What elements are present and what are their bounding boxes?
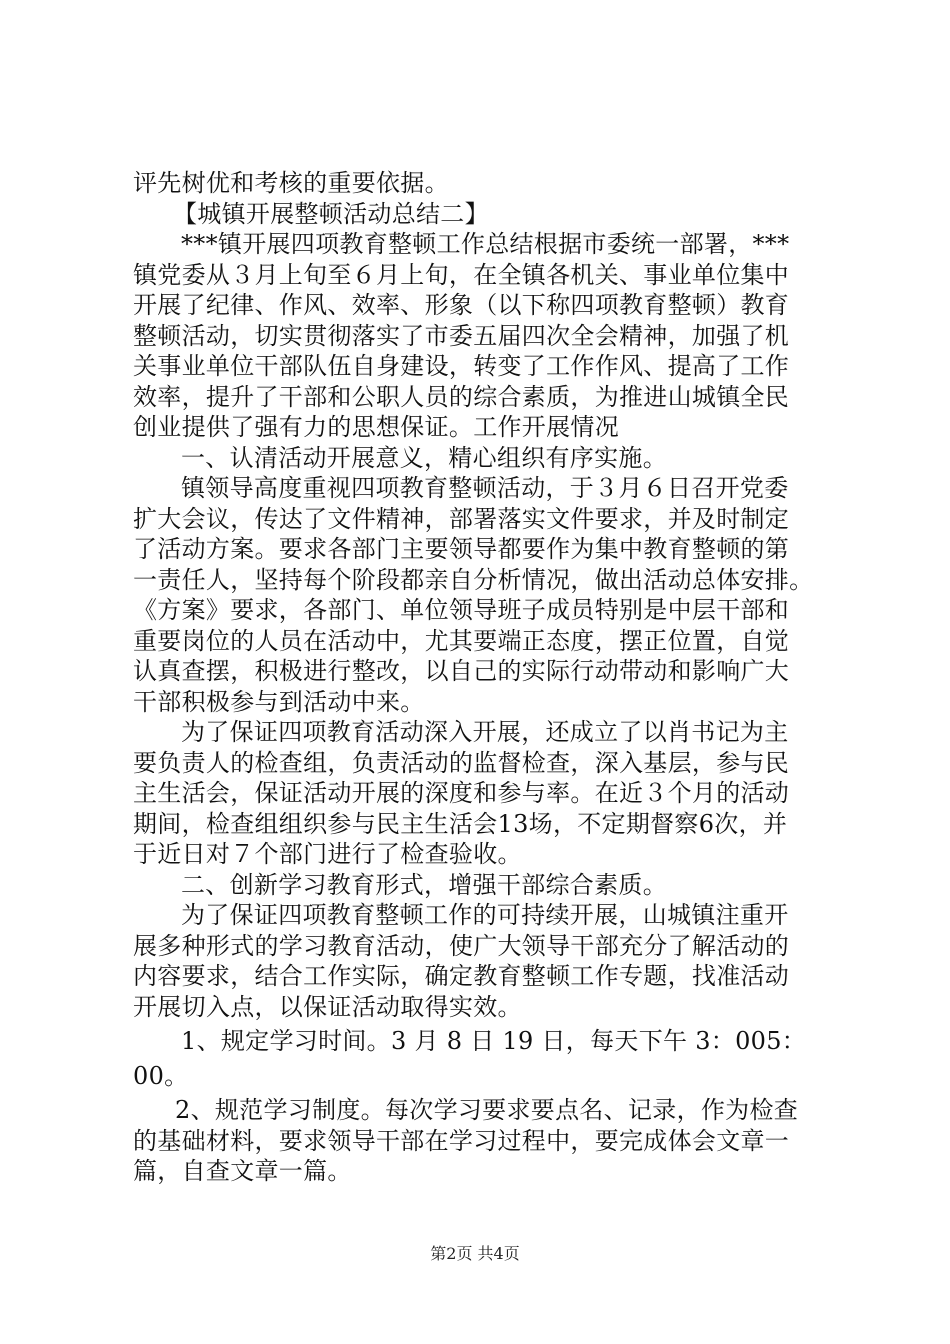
text-line: 重要岗位的人员在活动中，尤其要端正态度，摆正位置，自觉 <box>133 626 790 655</box>
text-line: 评先树优和考核的重要依据。 <box>133 169 449 197</box>
text-line: 期间，检查组组织参与民主生活会13场，不定期督察6次，并 <box>133 809 788 838</box>
subheading: 二、创新学习教育形式，增强干部综合素质。 <box>181 870 667 899</box>
text-line: 干部积极参与到活动中来。 <box>133 687 425 716</box>
text-line: 展多种形式的学习教育活动，使广大领导干部充分了解活动的 <box>133 931 790 960</box>
text-line: 镇党委从３月上旬至６月上旬，在全镇各机关、事业单位集中 <box>133 260 790 289</box>
text-line: 篇，自查文章一篇。 <box>133 1157 352 1185</box>
text-line: 效率，提升了干部和公职人员的综合素质，为推进山城镇全民 <box>133 382 790 411</box>
text-line: 《方案》要求，各部门、单位领导班子成员特别是中层干部和 <box>133 596 790 624</box>
text-line: 创业提供了强有力的思想保证。工作开展情况 <box>133 413 619 441</box>
text-line: 开展了纪律、作风、效率、形象（以下称四项教育整顿）教育 <box>133 291 790 319</box>
text-line: 主生活会，保证活动开展的深度和参与率。在近３个月的活动 <box>133 779 790 807</box>
text-line: 为了保证四项教育活动深入开展，还成立了以肖书记为主 <box>181 718 789 746</box>
text-line: 整顿活动，切实贯彻落实了市委五届四次全会精神，加强了机 <box>133 321 790 350</box>
text-line: 一责任人，坚持每个阶段都亲自分析情况，做出活动总体安排。 <box>133 565 814 594</box>
subheading: 一、认清活动开展意义，精心组织有序实施。 <box>181 443 667 472</box>
page-number: 第2页 共4页 <box>430 1244 520 1263</box>
section-heading: 【城镇开展整顿活动总结二】 <box>173 199 489 228</box>
text-line: 为了保证四项教育整顿工作的可持续开展，山城镇注重开 <box>181 901 789 929</box>
text-line: 了活动方案。要求各部门主要领导都要作为集中教育整顿的第 <box>133 535 790 563</box>
text-line: 内容要求，结合工作实际，确定教育整顿工作专题，找准活动 <box>133 962 790 990</box>
text-line: 00。 <box>133 1061 189 1090</box>
text-line: 认真查摆，积极进行整改，以自己的实际行动带动和影响广大 <box>133 657 790 685</box>
text-line: 关事业单位干部队伍自身建设，转变了工作作风、提高了工作 <box>133 352 790 380</box>
text-line: 于近日对７个部门进行了检查验收。 <box>133 840 522 868</box>
document-body <box>133 168 833 1187</box>
text-line: 的基础材料，要求领导干部在学习过程中，要完成体会文章一 <box>133 1126 790 1155</box>
text-line: ***镇开展四项教育整顿工作总结根据市委统一部署，*** <box>181 230 790 258</box>
list-item: 2、规范学习制度。每次学习要求要点名、记录，作为检查 <box>175 1096 799 1124</box>
text-line: 要负责人的检查组，负责活动的监督检查，深入基层，参与民 <box>133 748 790 777</box>
text-line: 镇领导高度重视四项教育整顿活动，于３月６日召开党委 <box>181 474 789 502</box>
list-item: 1、规定学习时间。3 月 8 日 19 日，每天下午 3：005： <box>181 1027 807 1055</box>
text-line: 扩大会议，传达了文件精神，部署落实文件要求，并及时制定 <box>133 504 790 533</box>
text-line: 开展切入点，以保证活动取得实效。 <box>133 992 522 1021</box>
